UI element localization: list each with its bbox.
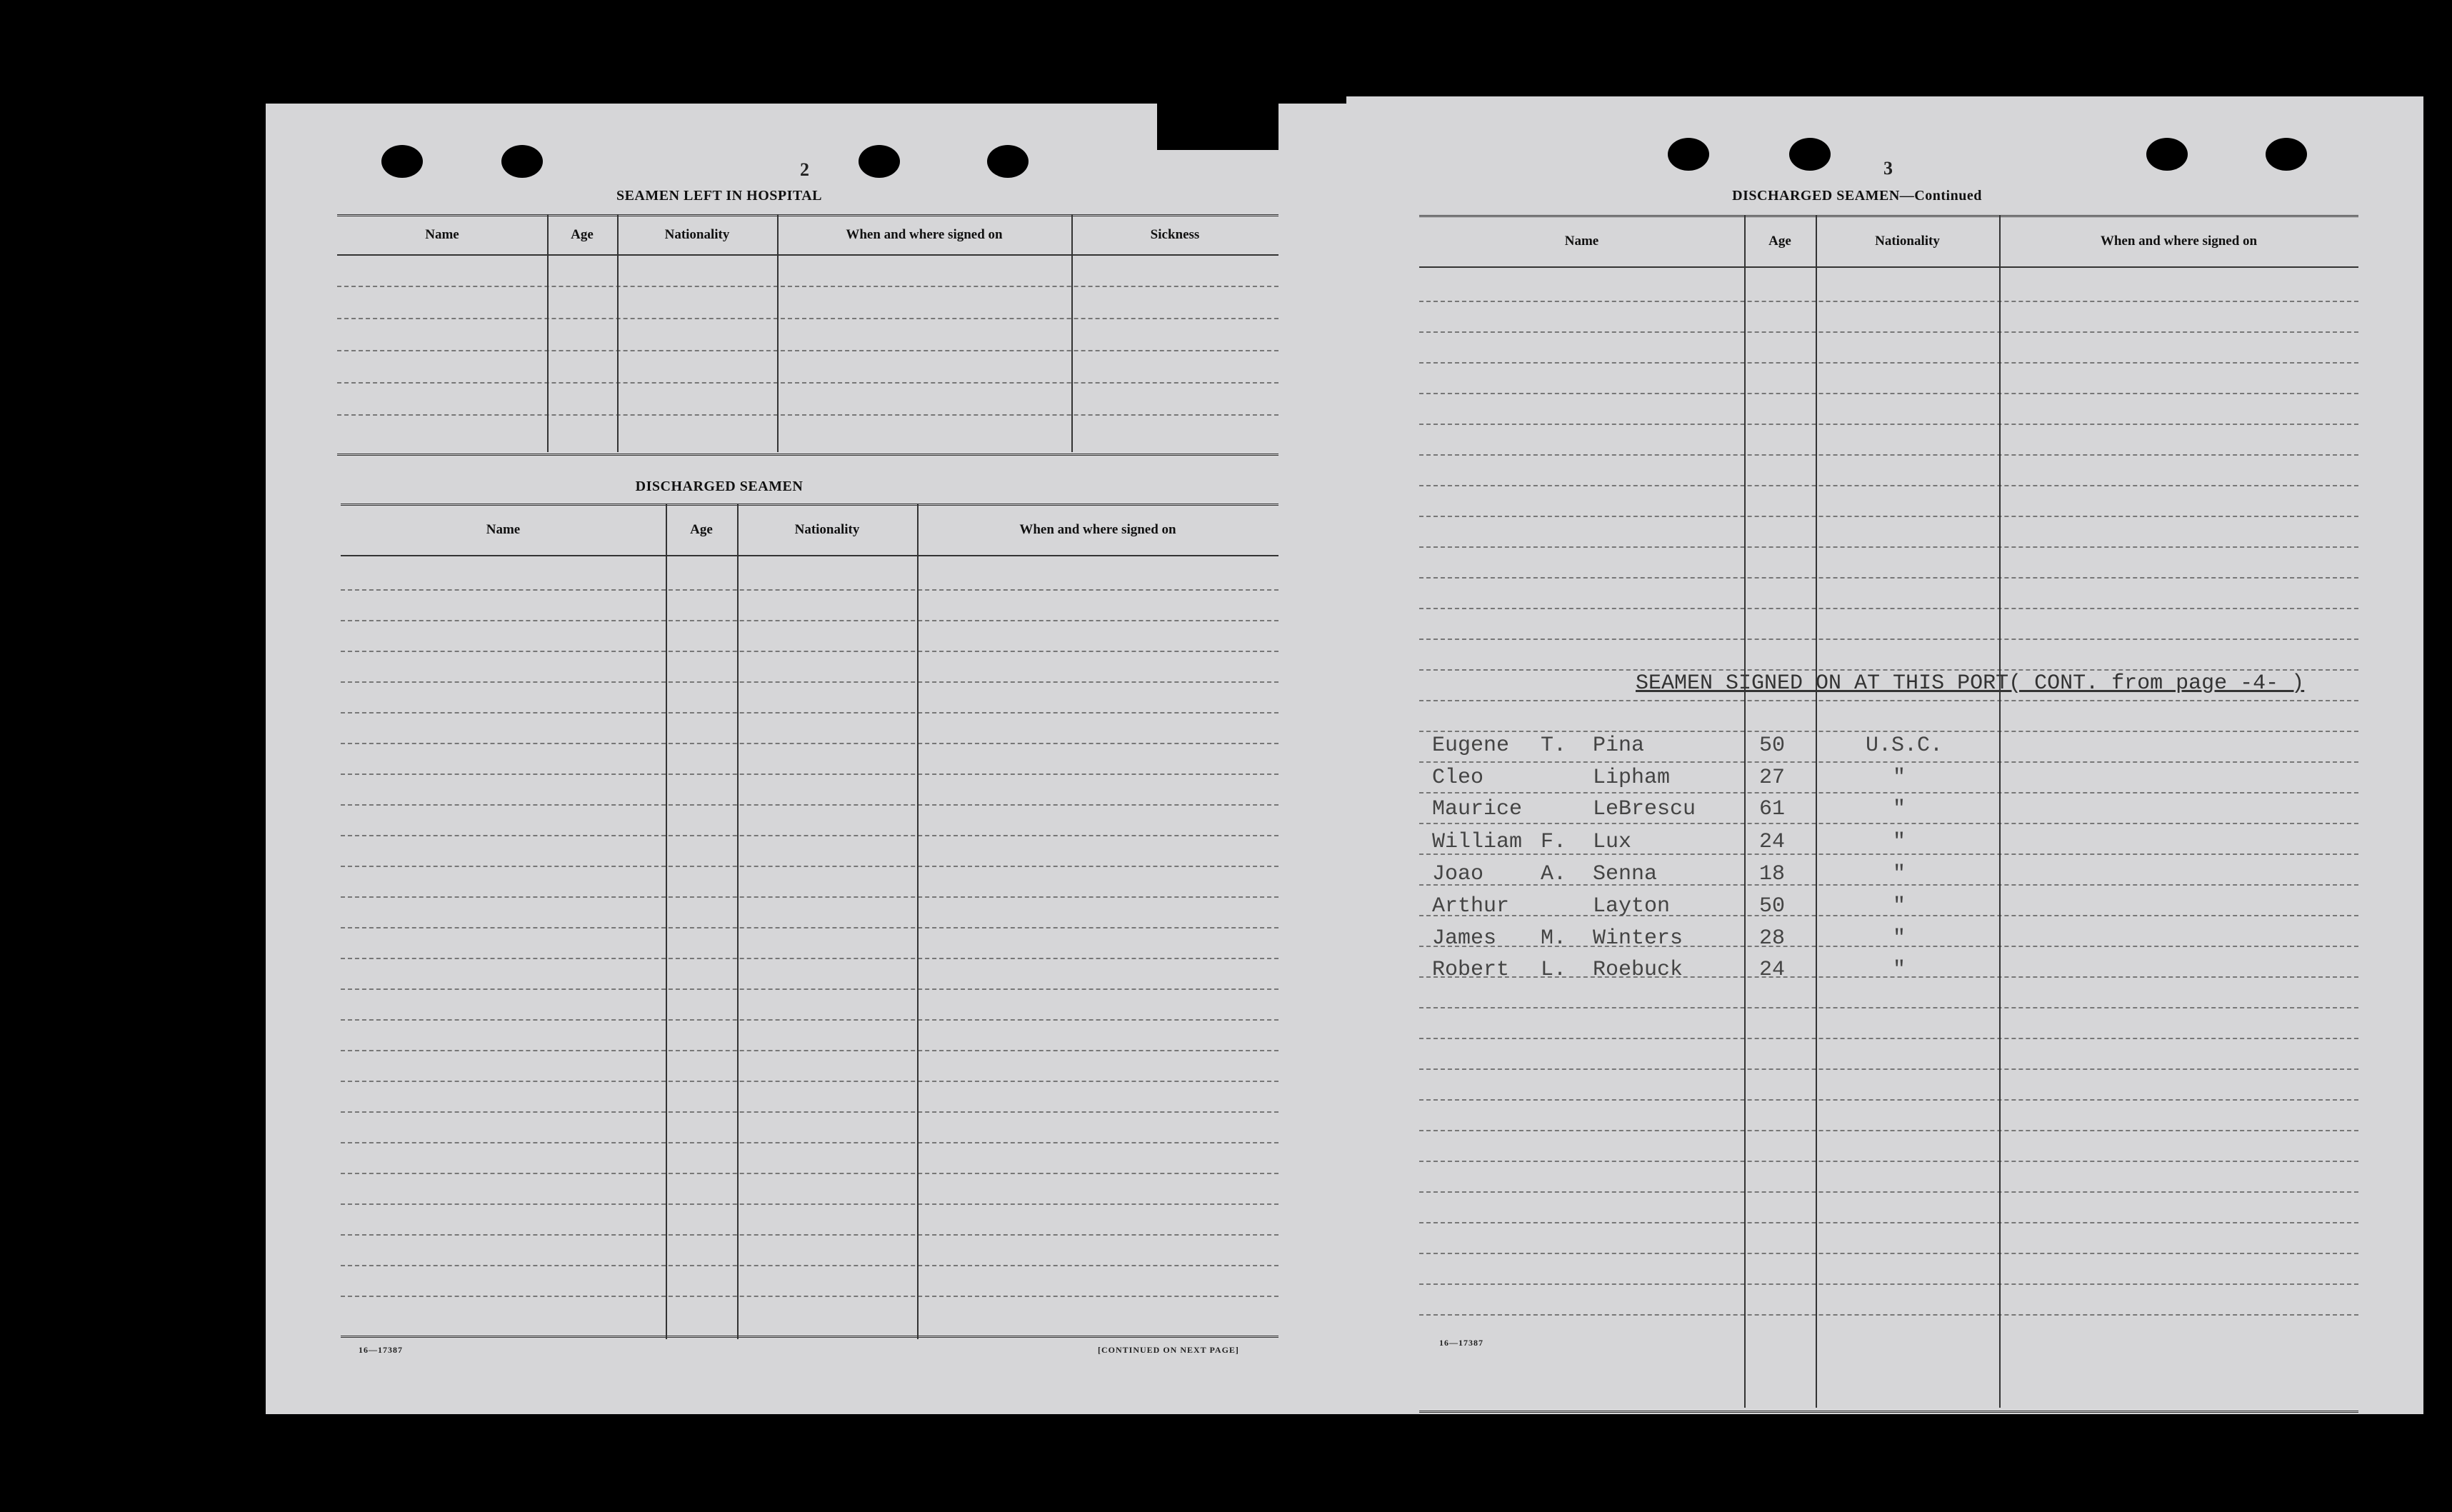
discharged-section-title: DISCHARGED SEAMEN — [635, 479, 804, 494]
first-name: Maurice — [1432, 797, 1523, 821]
nationality: " — [1893, 894, 1906, 918]
nationality: " — [1893, 862, 1906, 886]
column-header-sickness: Sickness — [1150, 227, 1200, 242]
hospital-table — [337, 214, 1278, 461]
last-name: Layton — [1593, 894, 1671, 918]
age: 27 — [1759, 766, 1786, 790]
punch-hole — [2146, 138, 2188, 171]
column-header-nationality: Nationality — [794, 522, 860, 537]
discharged-continued-table — [1419, 215, 2358, 1422]
nationality: U.S.C. — [1866, 734, 1943, 758]
form-code: 16—17387 — [359, 1345, 403, 1355]
middle-initial: L. — [1541, 958, 1567, 982]
age: 50 — [1759, 734, 1786, 758]
page-number: 3 — [1883, 158, 1893, 179]
first-name: Cleo — [1432, 766, 1484, 790]
age: 61 — [1759, 797, 1786, 821]
punch-hole — [2266, 138, 2307, 171]
right-page — [1346, 96, 2423, 1414]
continued-note: [CONTINUED ON NEXT PAGE] — [1098, 1345, 1239, 1355]
first-name: Arthur — [1432, 894, 1510, 918]
last-name: Senna — [1593, 862, 1658, 886]
column-header-signed-on: When and where signed on — [846, 227, 1003, 242]
middle-initial: F. — [1541, 830, 1567, 854]
nationality: " — [1893, 958, 1906, 982]
column-header-nationality: Nationality — [664, 227, 730, 242]
column-header-name: Name — [425, 227, 459, 242]
column-header-name: Name — [1564, 234, 1599, 249]
middle-initial: T. — [1541, 734, 1567, 758]
first-name: Eugene — [1432, 734, 1510, 758]
middle-initial: A. — [1541, 862, 1567, 886]
hospital-section-title: SEAMEN LEFT IN HOSPITAL — [616, 188, 823, 204]
punch-hole — [1789, 138, 1831, 171]
age: 28 — [1759, 926, 1786, 951]
age: 24 — [1759, 830, 1786, 854]
column-header-age: Age — [571, 227, 594, 242]
nationality: " — [1893, 766, 1906, 790]
signed-on-heading: SEAMEN SIGNED ON AT THIS PORT( CONT. from page -4- ) — [1636, 671, 2305, 696]
column-header-signed-on: When and where signed on — [1019, 522, 1176, 537]
last-name: Lux — [1593, 830, 1632, 854]
left-page — [266, 104, 1346, 1414]
column-header-age: Age — [690, 522, 713, 537]
first-name: Joao — [1432, 862, 1484, 886]
nationality: " — [1893, 926, 1906, 951]
punch-hole — [1668, 138, 1709, 171]
last-name: Winters — [1593, 926, 1683, 951]
column-header-name: Name — [486, 522, 521, 537]
first-name: James — [1432, 926, 1497, 951]
punch-hole — [381, 145, 423, 178]
age: 18 — [1759, 862, 1786, 886]
nationality: " — [1893, 797, 1906, 821]
first-name: William — [1432, 830, 1523, 854]
page-number: 2 — [800, 159, 809, 180]
punch-hole — [859, 145, 900, 178]
last-name: Roebuck — [1593, 958, 1683, 982]
discharged-table — [341, 504, 1278, 1353]
first-name: Robert — [1432, 958, 1510, 982]
column-header-signed-on: When and where signed on — [2100, 234, 2258, 249]
punch-hole — [501, 145, 543, 178]
form-code: 16—17387 — [1439, 1338, 1483, 1348]
column-header-nationality: Nationality — [1875, 234, 1940, 249]
discharged-continued-title: DISCHARGED SEAMEN—Continued — [1732, 188, 1982, 204]
last-name: Pina — [1593, 734, 1645, 758]
age: 50 — [1759, 894, 1786, 918]
last-name: LeBrescu — [1593, 797, 1696, 821]
torn-edge — [1157, 100, 1278, 150]
middle-initial: M. — [1541, 926, 1567, 951]
nationality: " — [1893, 830, 1906, 854]
age: 24 — [1759, 958, 1786, 982]
column-header-age: Age — [1768, 234, 1791, 249]
punch-hole — [987, 145, 1029, 178]
last-name: Lipham — [1593, 766, 1671, 790]
